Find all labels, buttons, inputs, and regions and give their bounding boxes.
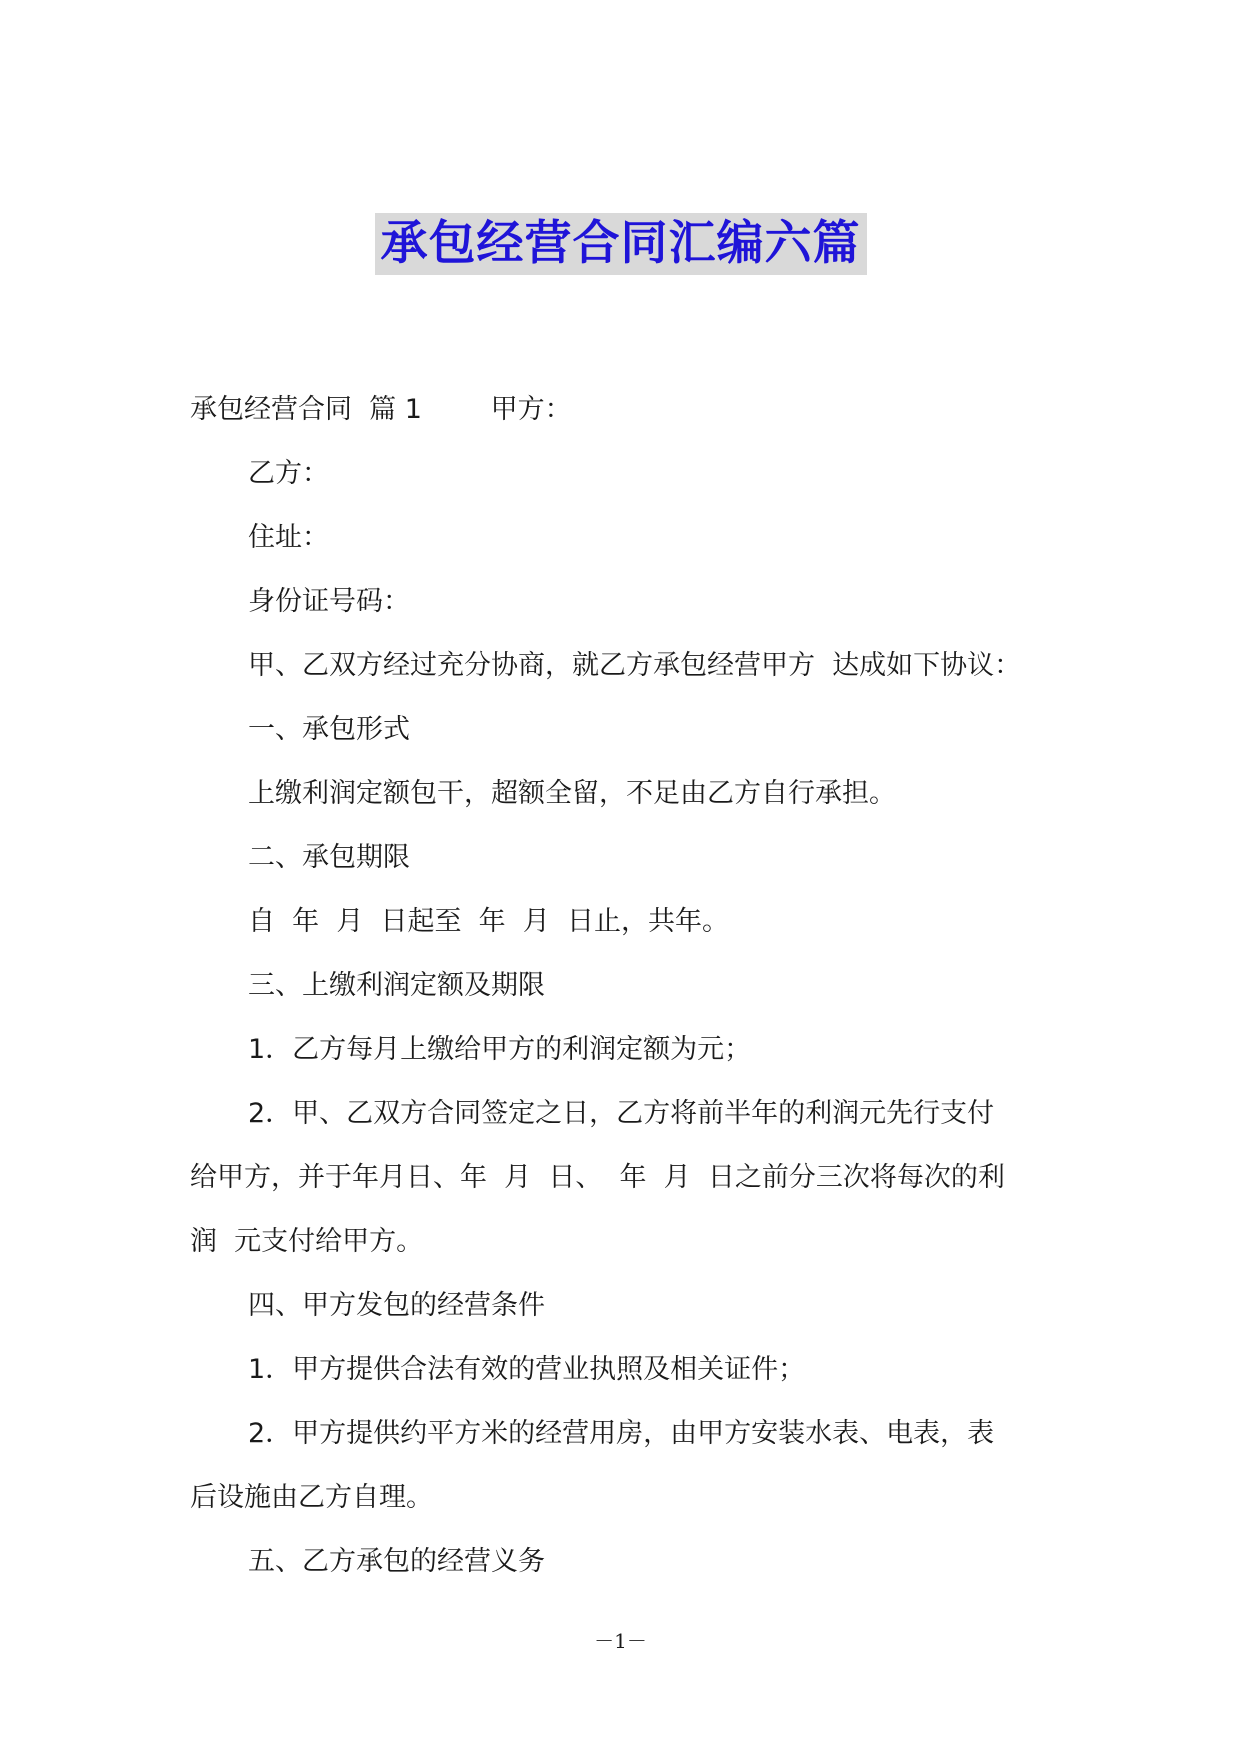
section-heading-3: 三、上缴利润定额及期限 (248, 970, 545, 1001)
address-line: 住址： (248, 522, 329, 553)
page-number: －1－ (594, 1629, 647, 1653)
id-number-line: 身份证号码： (248, 586, 410, 617)
paragraph-line: 自 年 月 日起至 年 月 日止，共年。 (248, 906, 729, 937)
title-container (0, 213, 1241, 275)
section-heading-2: 二、承包期限 (248, 842, 410, 873)
section-heading-5: 五、乙方承包的经营义务 (248, 1546, 545, 1577)
contract-heading-line: 承包经营合同 篇 1 甲方： (190, 394, 572, 425)
paragraph-line: 2．甲、乙双方合同签定之日，乙方将前半年的利润元先行支付 (248, 1098, 995, 1129)
paragraph-line: 2．甲方提供约平方米的经营用房，由甲方安装水表、电表，表 (248, 1418, 995, 1449)
section-heading-4: 四、甲方发包的经营条件 (248, 1290, 545, 1321)
paragraph-line: 后设施由乙方自理。 (190, 1482, 433, 1513)
paragraph-line: 润 元支付给甲方。 (190, 1226, 424, 1257)
paragraph-line: 1．甲方提供合法有效的营业执照及相关证件； (248, 1354, 806, 1385)
party-b-line: 乙方： (248, 458, 329, 489)
section-heading-1: 一、承包形式 (248, 714, 410, 745)
agreement-intro-line: 甲、乙双方经过充分协商，就乙方承包经营甲方 达成如下协议： (248, 650, 1022, 681)
paragraph-line: 上缴利润定额包干，超额全留，不足由乙方自行承担。 (248, 778, 896, 809)
paragraph-line: 给甲方，并于年月日、年 月 日、 年 月 日之前分三次将每次的利 (190, 1162, 1005, 1193)
paragraph-line: 1．乙方每月上缴给甲方的利润定额为元； (248, 1034, 752, 1065)
document-title: 承包经营合同汇编六篇 (375, 213, 867, 275)
